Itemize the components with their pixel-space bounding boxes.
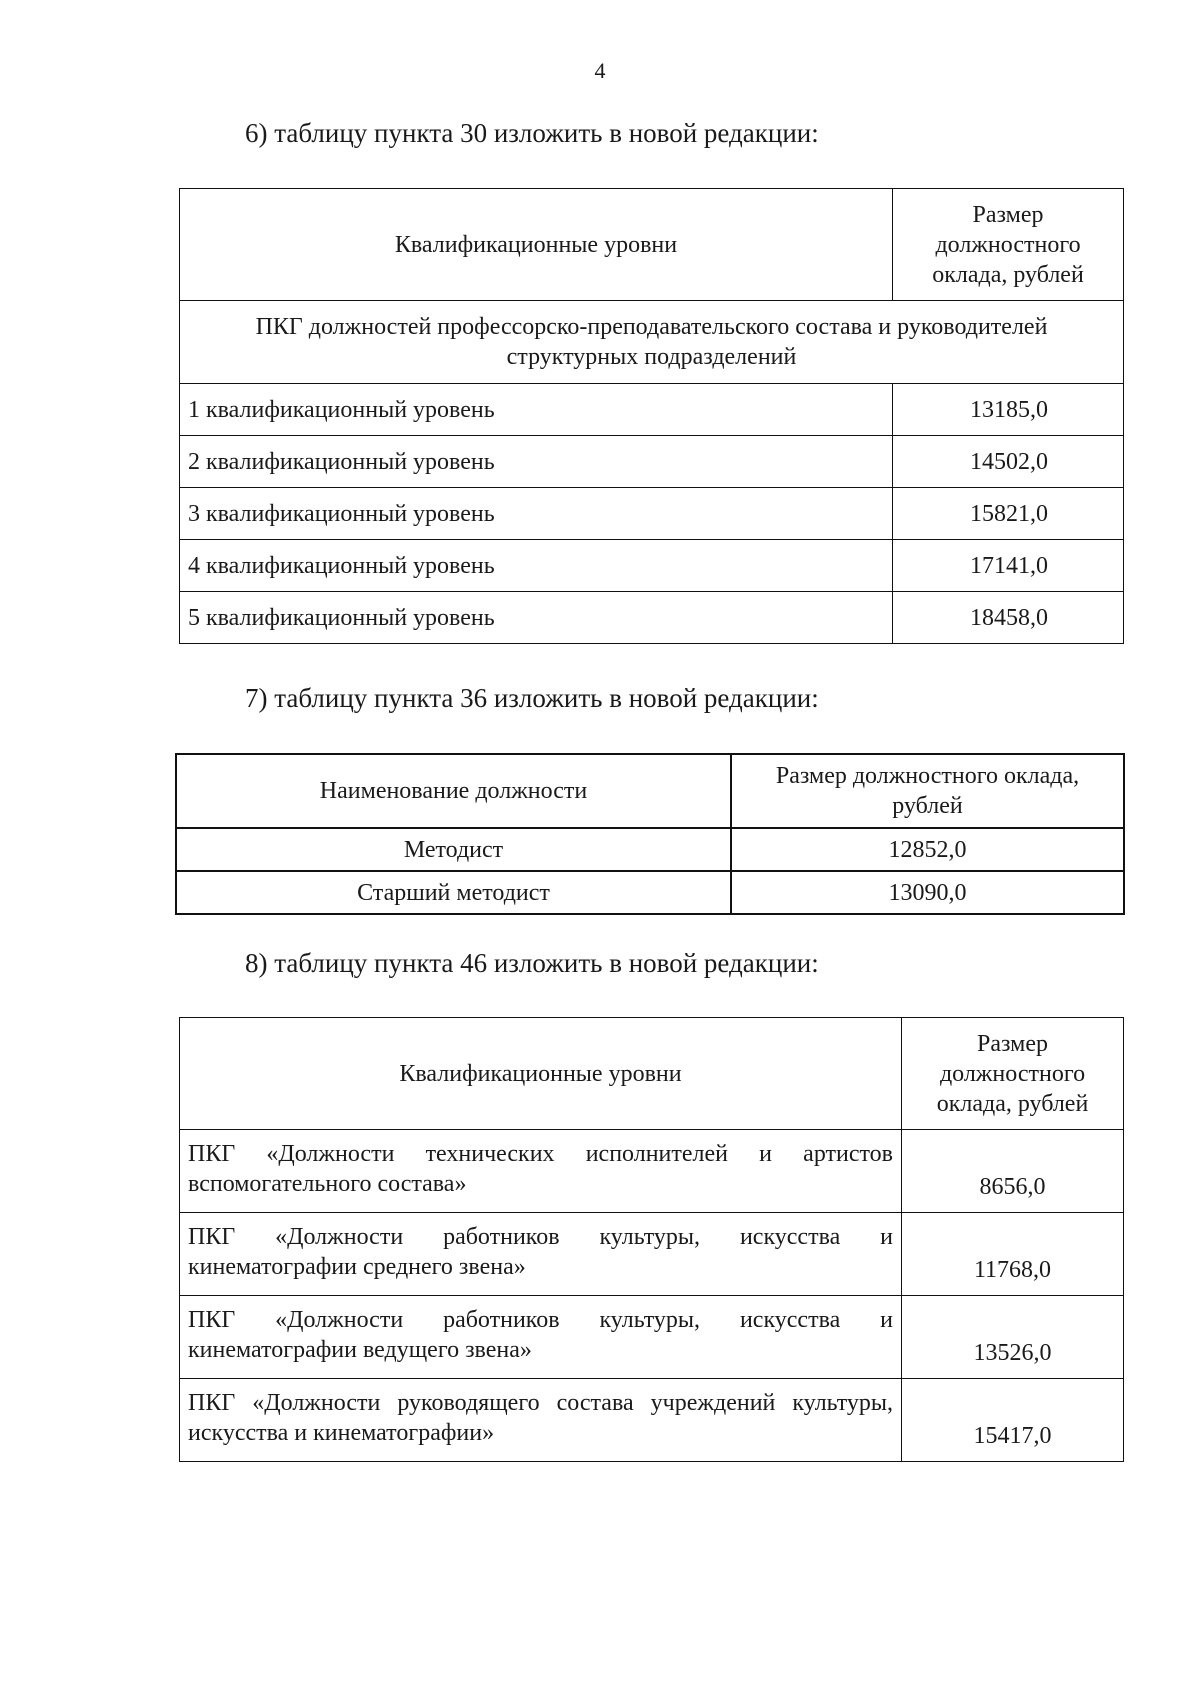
salary-cell: 11768,0 — [902, 1213, 1124, 1296]
salary-cell: 13185,0 — [893, 384, 1124, 436]
table-row — [180, 1379, 1124, 1462]
table-header-row — [176, 754, 1124, 828]
salary-cell: 18458,0 — [893, 592, 1124, 644]
table-row — [180, 592, 1124, 644]
table-header-row — [180, 1018, 1124, 1130]
header-position-name: Наименование должности — [176, 754, 731, 828]
salary-cell: 12852,0 — [731, 828, 1124, 871]
level-cell: 4 квалификационный уровень — [180, 540, 893, 592]
group-cell: ПКГ «Должности технических исполнителей и артистов вспомогательного состава» — [180, 1130, 902, 1213]
header-salary-line: Размер должностного оклада, — [775, 763, 1080, 789]
header-qualification-levels: Квалификационные уровни — [180, 1018, 902, 1130]
group-title-line: ПКГ должностей профессорско-преподавательского состава и руководителей — [255, 314, 1048, 340]
header-salary — [731, 754, 1124, 828]
salary-cell: 8656,0 — [902, 1130, 1124, 1213]
salary-cell: 17141,0 — [893, 540, 1124, 592]
position-cell: Методист — [176, 828, 731, 871]
header-salary-line: должностного — [935, 231, 1081, 258]
header-salary-line: Размер — [972, 201, 1044, 228]
header-salary-line: должностного — [939, 1060, 1086, 1087]
table-punkt-36 — [175, 753, 1125, 915]
level-cell: 2 квалификационный уровень — [180, 436, 893, 488]
table-row — [180, 1130, 1124, 1213]
page-number: 4 — [594, 58, 606, 83]
header-salary-line: оклада, рублей — [936, 1090, 1089, 1117]
salary-cell: 13090,0 — [731, 871, 1124, 914]
section-8-heading: 8) таблицу пункта 46 изложить в новой редакции: — [245, 948, 819, 978]
salary-cell: 13526,0 — [902, 1296, 1124, 1379]
table-row — [176, 871, 1124, 914]
table-row — [180, 540, 1124, 592]
level-cell: 3 квалификационный уровень — [180, 488, 893, 540]
salary-cell: 15417,0 — [902, 1379, 1124, 1462]
header-salary-line: оклада, рублей — [932, 261, 1084, 288]
table-punkt-46 — [179, 1017, 1124, 1462]
salary-cell: 15821,0 — [893, 488, 1124, 540]
header-salary — [893, 189, 1124, 301]
table-punkt-30 — [179, 188, 1124, 644]
table-row — [180, 1213, 1124, 1296]
table-row — [180, 1296, 1124, 1379]
section-7-heading: 7) таблицу пункта 36 изложить в новой редакции: — [245, 683, 819, 713]
position-cell: Старший методист — [176, 871, 731, 914]
header-qualification-levels: Квалификационные уровни — [180, 189, 893, 301]
group-title — [180, 301, 1124, 384]
header-salary-line: рублей — [892, 793, 963, 819]
group-title-row — [180, 301, 1124, 384]
salary-cell: 14502,0 — [893, 436, 1124, 488]
header-salary — [902, 1018, 1124, 1130]
group-title-line: структурных подразделений — [506, 344, 797, 370]
group-cell: ПКГ «Должности работников культуры, искусства и кинематографии ведущего звена» — [180, 1296, 902, 1379]
group-cell: ПКГ «Должности руководящего состава учреждений культуры, искусства и кинематографии» — [180, 1379, 902, 1462]
header-salary-line: Размер — [977, 1030, 1048, 1057]
table-row — [180, 384, 1124, 436]
level-cell: 1 квалификационный уровень — [180, 384, 893, 436]
table-row — [176, 828, 1124, 871]
table-row — [180, 488, 1124, 540]
section-6-heading: 6) таблицу пункта 30 изложить в новой редакции: — [245, 118, 819, 148]
table-header-row — [180, 189, 1124, 301]
group-cell: ПКГ «Должности работников культуры, искусства и кинематографии среднего звена» — [180, 1213, 902, 1296]
level-cell: 5 квалификационный уровень — [180, 592, 893, 644]
table-row — [180, 436, 1124, 488]
